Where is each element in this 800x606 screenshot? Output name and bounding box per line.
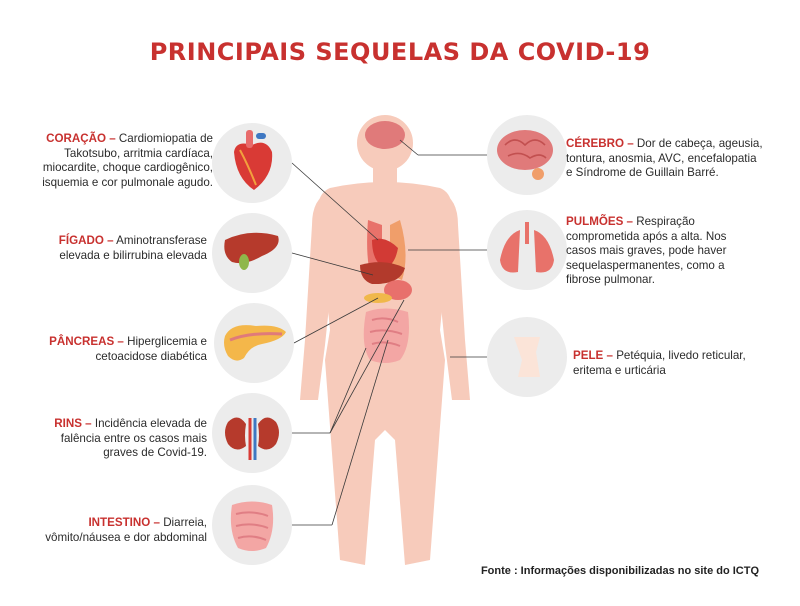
organ-name-figado: FÍGADO –	[58, 234, 114, 247]
label-pele	[573, 349, 763, 378]
organ-name-pulmoes: PULMÕES –	[566, 215, 633, 228]
organ-name-cerebro: CÉREBRO –	[566, 137, 634, 150]
organ-text-figado: Aminotransferase elevada e bilirrubina elevada	[59, 234, 207, 262]
organ-text-rins: Incidência elevada de falência entre os casos mais graves de Covid-19.	[60, 417, 207, 459]
label-coracao	[18, 132, 213, 190]
label-pancreas	[40, 335, 207, 364]
organ-text-intestino: Diarreia, vômito/náusea e dor abdominal	[45, 516, 207, 544]
organ-text-cerebro: Dor de cabeça, ageusia, tontura, anosmia, AVC, encefalopatia e Síndrome de Guillain Barré.	[566, 137, 763, 179]
organ-text-coracao: Cardiomiopatia de Takotsubo, arritmia cardíaca, miocardite, choque cardiogênico, isquemia e cor pulmonale agudo.	[42, 132, 213, 189]
organ-name-coracao: CORAÇÃO –	[46, 132, 116, 145]
kidneys-icon	[212, 393, 292, 473]
organ-name-rins: RINS –	[54, 417, 92, 430]
label-figado	[40, 234, 207, 263]
label-cerebro	[566, 137, 766, 181]
label-pulmoes	[566, 215, 746, 288]
organ-name-pele: PELE –	[573, 349, 613, 362]
organ-text-pancreas: Hiperglicemia e cetoacidose diabética	[95, 335, 207, 363]
organ-text-pele: Petéquia, livedo reticular, eritema e urticária	[573, 349, 746, 377]
label-intestino	[40, 516, 207, 545]
label-rins	[40, 417, 207, 461]
organ-text-pulmoes: Respiração comprometida após a alta. Nos casos mais graves, pode haver sequelaspermanentes, como a fibrose pulmonar.	[566, 215, 727, 286]
intestine-drawing	[231, 502, 273, 552]
organ-name-pancreas: PÂNCREAS –	[49, 335, 124, 348]
source-note: Fonte : Informações disponibilizadas no site do ICTQ	[480, 565, 760, 577]
organ-name-intestino: INTESTINO –	[88, 516, 160, 529]
page-title: PRINCIPAIS SEQUELAS DA COVID-19	[149, 38, 651, 66]
